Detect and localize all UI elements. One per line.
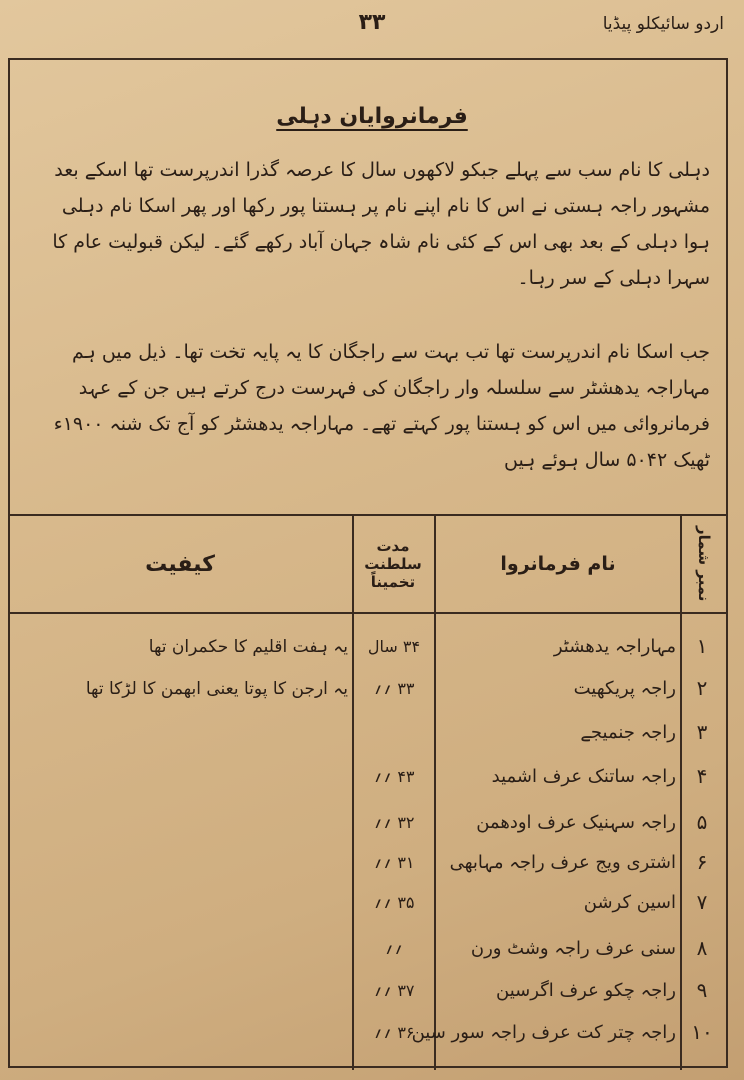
- page-header: [20, 10, 724, 50]
- row-serial: ۱۰: [691, 1020, 713, 1044]
- row-duration: ؍؍: [384, 938, 404, 958]
- row-duration: ۳۷ ؍؍: [373, 980, 415, 1000]
- table-row: [8, 1012, 728, 1052]
- rulers-table: [8, 514, 728, 1070]
- table-row: [8, 882, 728, 922]
- row-name: راجہ چتر کت عرف راجہ سور سین: [411, 1021, 676, 1043]
- table-row: [8, 668, 728, 708]
- row-remarks: [14, 802, 348, 842]
- table-row: [8, 970, 728, 1010]
- row-remarks: [14, 842, 348, 882]
- row-name: راجہ ساتنک عرف اشمید: [491, 765, 676, 787]
- table-row: [8, 802, 728, 842]
- row-duration: ۳۴ سال: [367, 636, 421, 656]
- row-serial: ۴: [696, 764, 708, 788]
- row-name: اسین کرشن: [583, 891, 676, 913]
- row-name: راجہ جنمیجے: [580, 721, 676, 743]
- row-duration: ۳۲ ؍؍: [373, 812, 415, 832]
- page-title: فرمانروایان دہلی: [276, 104, 468, 129]
- row-remarks: [14, 1012, 348, 1052]
- row-serial: ۹: [696, 978, 708, 1002]
- list-intro-paragraph: جب اسکا نام اندرپرست تھا تب بہت سے راجگان کا یہ پایہ تخت تھا۔ ذیل میں ہم مہاراجہ یدھشٹر سے سلسلہ وار راجگان کی فہرست درج کرتے ہیں جن کے عہد فرمانروائی میں اس کو ہستنا پور کہتے تھے۔ مہاراجہ یدھشٹر کو آج تک شنہ ۱۹۰۰ء ٹھیک ۵۰۴۲ سال ہوئے ہیں: [53, 341, 710, 471]
- row-serial: ۵: [696, 810, 708, 834]
- row-remarks: [14, 928, 348, 968]
- row-name: اشتری ویج عرف راجہ مہابھی: [449, 851, 676, 873]
- row-remarks: [14, 970, 348, 1010]
- row-remarks: [14, 882, 348, 922]
- row-duration: ۳۱ ؍؍: [373, 852, 415, 872]
- row-serial: ۶: [696, 850, 708, 874]
- row-duration: ۴۳ ؍؍: [373, 766, 415, 786]
- row-serial: ۲: [696, 676, 708, 700]
- table-row: [8, 842, 728, 882]
- header-remarks: کیفیت: [145, 551, 215, 577]
- row-remarks: یہ ہفت اقلیم کا حکمران تھا: [148, 636, 348, 657]
- running-head: اردو سائیکلو پیڈیا: [602, 14, 724, 34]
- row-duration: [356, 712, 432, 752]
- row-serial: ۱: [696, 634, 708, 658]
- row-remarks: [14, 756, 348, 796]
- row-name: راجہ پریکھیت: [573, 677, 676, 699]
- table-row: [8, 928, 728, 968]
- row-duration: ۳۳ ؍؍: [373, 678, 415, 698]
- header-name: نام فرمانروا: [500, 553, 616, 575]
- row-name: راجہ سہنیک عرف اودھمن: [476, 811, 676, 833]
- row-duration: ۳۵ ؍؍: [373, 892, 415, 912]
- header-duration: مدت سلطنت تخمیناً: [364, 537, 422, 591]
- table-row: [8, 712, 728, 752]
- intro-paragraph: دہلی کا نام سب سے پہلے جبکو لاکھوں سال کا عرصہ گذرا اندرپرست تھا اسکے بعد مشہور راجہ ہستی نے اس کا نام اپنے نام پر ہستنا پور رکھا اور پھر اسکا نام دہلی ہوا دہلی کے بعد بھی اس کے کئی نام شاہ جہان آباد رکھے گئے۔ لیکن قبولیت عام کا سہرا دہلی کے سر رہا۔: [52, 159, 710, 289]
- row-name: مہاراجہ یدھشٹر: [553, 635, 676, 657]
- row-serial: ۳: [696, 720, 708, 744]
- row-duration: ۳۶ ؍؍: [373, 1022, 415, 1042]
- page-number: ۳۳: [358, 10, 386, 35]
- row-serial: ۷: [696, 890, 708, 914]
- row-remarks: [14, 712, 348, 752]
- table-row: [8, 626, 728, 666]
- row-name: راجہ چکو عرف اگرسین: [496, 979, 676, 1001]
- row-remarks: یہ ارجن کا پوتا یعنی ابھمن کا لڑکا تھا: [85, 678, 348, 699]
- header-divider: [8, 612, 728, 614]
- row-serial: ۸: [696, 936, 708, 960]
- header-serial: نمبر شمار: [695, 526, 713, 602]
- table-row: [8, 756, 728, 796]
- row-name: سنی عرف راجہ وشٹ ورن: [470, 937, 676, 959]
